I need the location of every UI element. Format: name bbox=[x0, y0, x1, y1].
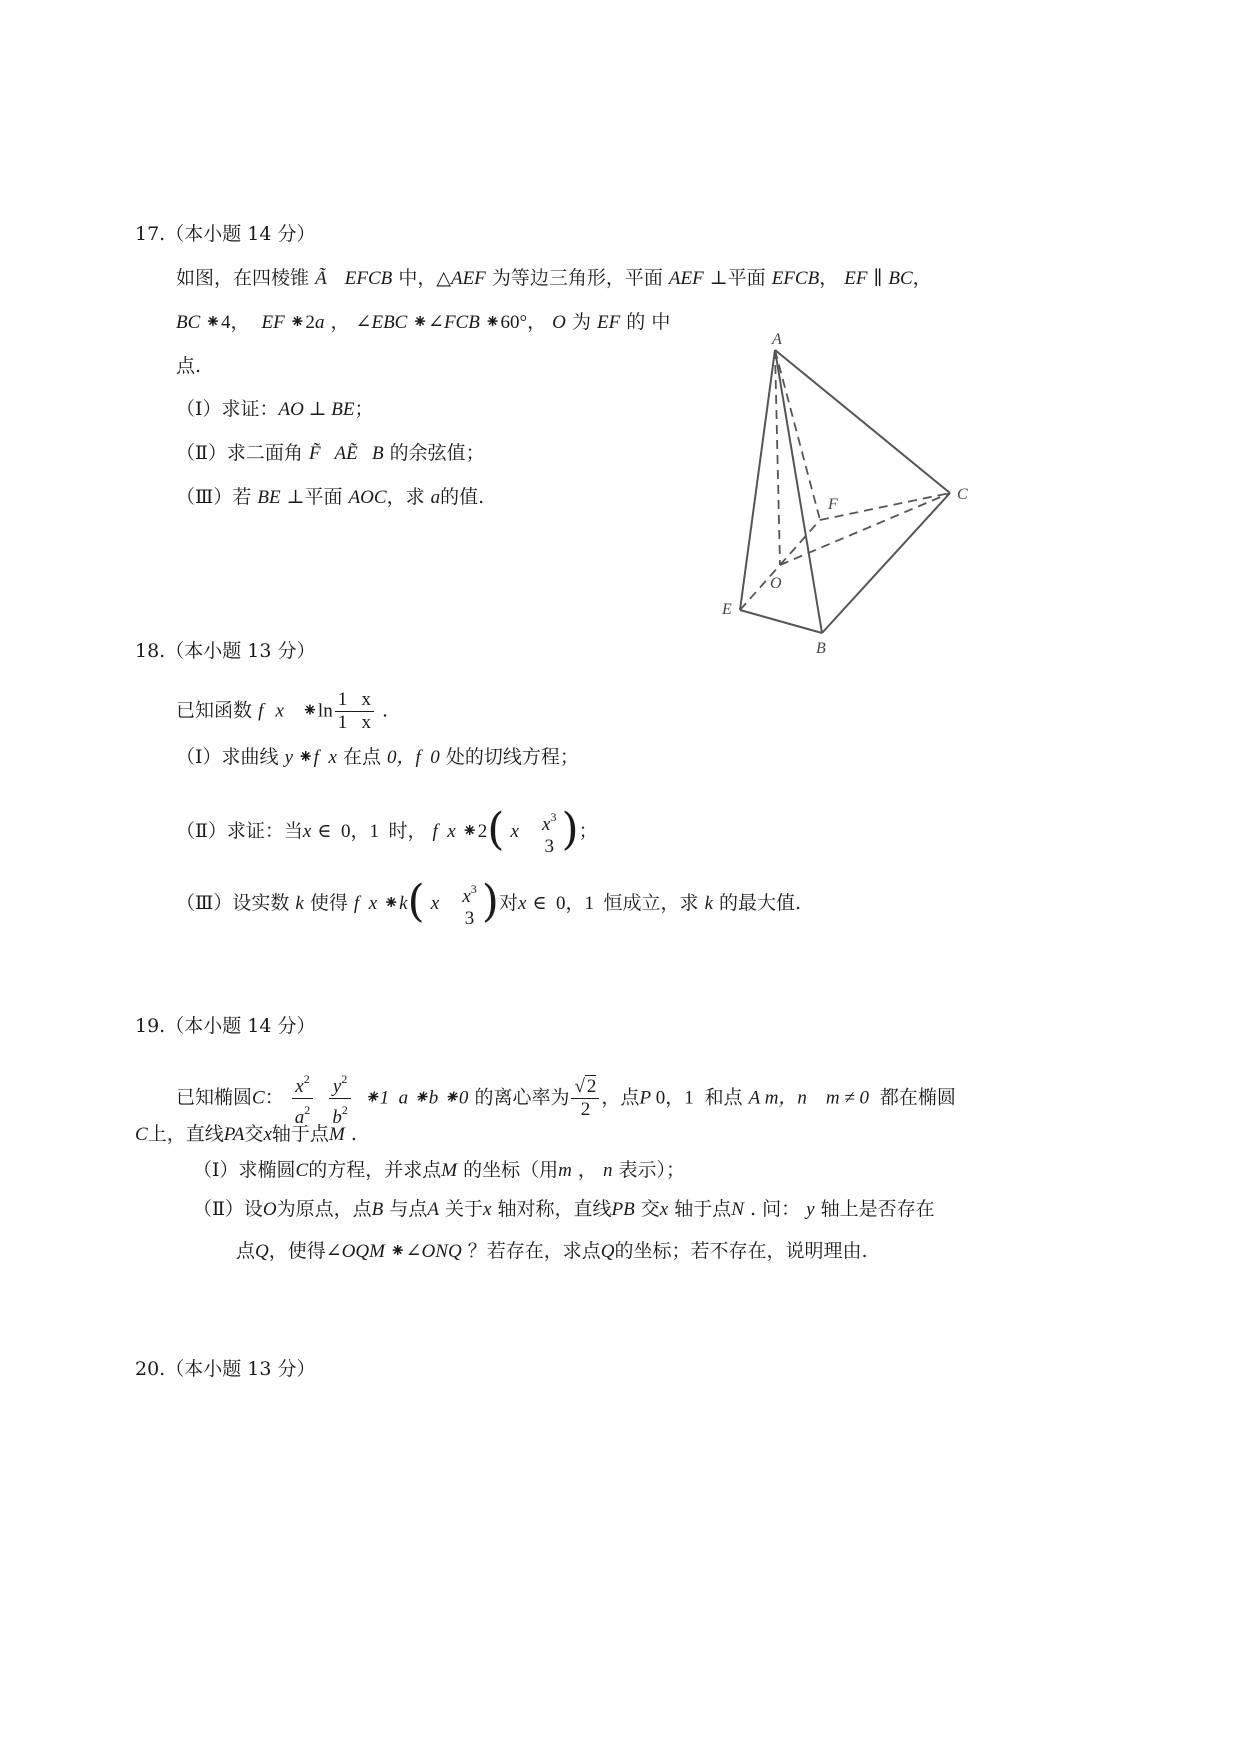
q19-y: y bbox=[806, 1199, 815, 1220]
q19-exp: 2 bbox=[341, 1072, 348, 1086]
q18-interval: ∈ 0，1 时， bbox=[317, 821, 427, 842]
q19-text: 交 bbox=[640, 1198, 660, 1220]
q19-text: 的坐标；若不存在，说明理由. bbox=[614, 1240, 868, 1262]
q18-x: x bbox=[302, 821, 312, 842]
q19-q: Q bbox=[600, 1241, 615, 1262]
q17-plane: AEF bbox=[668, 268, 704, 289]
q19-a: A bbox=[427, 1199, 439, 1220]
q17-be: BE bbox=[257, 487, 281, 508]
q19-fraction-y bbox=[329, 1068, 351, 1129]
label-e: E bbox=[722, 601, 732, 618]
q19-text: 轴上是否存在 bbox=[820, 1198, 935, 1220]
q17-text: ∥ bbox=[873, 267, 883, 289]
q19-exp: 2 bbox=[303, 1072, 310, 1086]
edge-bc bbox=[822, 493, 950, 633]
q19-x: x bbox=[483, 1199, 492, 1220]
label-c: C bbox=[957, 486, 968, 503]
q17-part-label: （Ⅰ）求证： bbox=[176, 398, 279, 420]
q18-frac-exp: 3 bbox=[550, 810, 557, 824]
q17-text: ，求 bbox=[386, 486, 425, 508]
q17-expr: F̃ AẼ B bbox=[308, 443, 384, 464]
q17-text: ⊥平面 bbox=[709, 267, 766, 289]
q18-header: 18.（本小题 13 分） bbox=[135, 640, 316, 662]
edge-ac bbox=[775, 350, 950, 493]
q19-text: 轴于点 bbox=[271, 1123, 329, 1145]
q18-text: 已知函数 bbox=[176, 699, 253, 722]
q17-bc: BC bbox=[176, 312, 201, 333]
q18-text: 对 bbox=[498, 892, 518, 914]
q18-x: x bbox=[275, 700, 284, 722]
q17-text: 的余弦值； bbox=[389, 442, 485, 464]
q18-fx: f x bbox=[313, 747, 337, 768]
q18-frac-num: 1 x bbox=[335, 689, 374, 712]
q17-plane: EFCB bbox=[771, 268, 820, 289]
q17-part3 bbox=[176, 485, 484, 510]
q17-text: 中，△ bbox=[398, 267, 451, 289]
q19-fraction-x bbox=[292, 1068, 314, 1129]
q19-var: a bbox=[294, 1107, 305, 1128]
q19-text: ？若存在，求点 bbox=[467, 1240, 601, 1262]
q19-coord: 0，1 bbox=[651, 1087, 699, 1109]
q18-frac-num bbox=[459, 878, 479, 908]
q17-text: ， bbox=[912, 267, 932, 289]
q17-angle: ∠FCB bbox=[428, 312, 480, 333]
q17-triangle: AEF bbox=[450, 268, 486, 289]
q18-k: k bbox=[399, 893, 408, 914]
q19-part2-cont bbox=[236, 1239, 868, 1264]
q18-part1 bbox=[176, 745, 579, 770]
edge-eb bbox=[740, 610, 822, 633]
q19-text: 表示）； bbox=[618, 1159, 686, 1181]
q17-ef: EF bbox=[261, 312, 285, 333]
q17-line3: 点. bbox=[176, 355, 202, 377]
q19-text: 的坐标（用 bbox=[463, 1159, 559, 1181]
q19-x: x bbox=[659, 1199, 669, 1220]
q18-left-paren: ( bbox=[487, 804, 505, 855]
q18-frac-var: x bbox=[542, 814, 551, 835]
q17-pyramid: EFCB bbox=[344, 268, 393, 289]
q19-exp: 2 bbox=[341, 1103, 348, 1117]
q18-y: y bbox=[284, 747, 293, 768]
q19-text: ，点 bbox=[601, 1086, 640, 1109]
q18-fraction bbox=[539, 806, 559, 858]
q17-segment: BC bbox=[888, 268, 913, 289]
q19-eccentricity bbox=[571, 1076, 599, 1121]
q17-angle: ∠EBC bbox=[355, 312, 408, 333]
q17-text: ， bbox=[819, 267, 839, 289]
edge-af bbox=[775, 350, 820, 520]
q19-text: 都在椭圆 bbox=[879, 1086, 956, 1109]
pyramid-figure-redraw bbox=[700, 320, 1000, 670]
q19-text: ，使得 bbox=[268, 1240, 326, 1262]
q17-text: 如图，在四棱锥 bbox=[176, 267, 310, 289]
q17-part-label: （Ⅲ）若 bbox=[176, 486, 252, 508]
q18-text: ； bbox=[578, 820, 598, 842]
q18-frac-den: 1 x bbox=[337, 712, 371, 733]
q19-sqrt-arg: 2 bbox=[586, 1076, 597, 1097]
q17-part1 bbox=[176, 397, 373, 422]
q17-aoc: AOC bbox=[348, 487, 387, 508]
q18-text: 使得 bbox=[309, 892, 348, 914]
q18-frac-exp: 3 bbox=[470, 882, 477, 896]
q17-o: O bbox=[552, 312, 566, 333]
q18-eq: ⁕2 bbox=[461, 821, 488, 842]
q19-text: 关于 bbox=[445, 1198, 484, 1220]
q19-part-label: （Ⅱ）设 bbox=[193, 1198, 263, 1220]
q18-right-paren: ) bbox=[561, 804, 579, 855]
q18-part-label: （Ⅲ）设实数 bbox=[176, 892, 290, 914]
q19-frac-num: √ 2 bbox=[571, 1076, 599, 1099]
edge-ae bbox=[740, 350, 775, 610]
q19-text: 点 bbox=[236, 1240, 256, 1262]
q19-text: . bbox=[350, 1123, 357, 1145]
label-o: O bbox=[770, 575, 782, 592]
q18-point: 0，f 0 bbox=[387, 747, 440, 768]
q18-x: x bbox=[510, 821, 519, 842]
q18-intro bbox=[176, 689, 388, 734]
q17-text: ⁕4， bbox=[200, 312, 250, 333]
q19-part-label: （Ⅰ）求椭圆 bbox=[193, 1159, 296, 1181]
q19-text: 的离心率为 bbox=[474, 1086, 570, 1109]
q19-header: 19.（本小题 14 分） bbox=[135, 1015, 316, 1037]
q19-text: 轴于点 bbox=[674, 1198, 732, 1220]
q19-part1 bbox=[193, 1158, 685, 1183]
q17-text: ， bbox=[330, 311, 350, 333]
q19-text: 和点 bbox=[704, 1086, 743, 1109]
q19-q: Q bbox=[255, 1241, 269, 1262]
q19-pa: PA bbox=[223, 1124, 245, 1145]
q19-text: 轴对称，直线 bbox=[497, 1198, 612, 1220]
q20-header: 20.（本小题 13 分） bbox=[135, 1358, 316, 1380]
q17-text: 为 bbox=[571, 311, 591, 333]
q17-text: ； bbox=[354, 398, 374, 420]
edge-ao bbox=[775, 350, 780, 565]
q17-part2 bbox=[176, 441, 485, 466]
q17-expr: AO ⊥ BE bbox=[278, 399, 355, 420]
label-a: A bbox=[772, 331, 782, 348]
q18-k: k bbox=[295, 893, 304, 914]
q18-part-label: （Ⅰ）求曲线 bbox=[176, 746, 279, 768]
q19-c: C bbox=[252, 1087, 265, 1109]
q19-text: 的方程，并求点 bbox=[308, 1159, 442, 1181]
q18-part3 bbox=[176, 878, 801, 930]
q17-conditions bbox=[176, 310, 670, 335]
q19-text: 上，直线 bbox=[147, 1123, 224, 1145]
q17-text: 的值. bbox=[440, 486, 485, 508]
q19-o: O bbox=[262, 1199, 277, 1220]
q18-x: x bbox=[430, 893, 440, 914]
label-f: F bbox=[828, 496, 838, 513]
q19-exp: 2 bbox=[304, 1103, 311, 1117]
q18-fx: f x bbox=[353, 893, 378, 914]
q18-f: f bbox=[258, 700, 264, 722]
q18-eq: ⁕ln bbox=[302, 700, 333, 722]
q19-frac-num bbox=[292, 1068, 314, 1099]
edge-ab bbox=[775, 350, 822, 633]
q18-text: 在点 bbox=[342, 746, 381, 768]
q17-a: a bbox=[314, 312, 325, 333]
q17-text: ⁕ bbox=[407, 312, 429, 333]
q18-left-paren: ( bbox=[407, 876, 425, 927]
q19-line2 bbox=[135, 1122, 357, 1147]
q18-frac-num bbox=[539, 806, 559, 836]
q19-eq: ⁕ bbox=[384, 1241, 406, 1262]
q18-interval: ∈ 0，1 恒成立，求 bbox=[532, 893, 699, 914]
q19-text: . 问： bbox=[750, 1198, 801, 1220]
q19-condition: ⁕1 a ⁕b ⁕0 bbox=[358, 1087, 469, 1109]
q17-header: 17.（本小题 14 分） bbox=[135, 223, 316, 245]
q18-k: k bbox=[704, 893, 713, 914]
q19-text: 与点 bbox=[389, 1198, 428, 1220]
q18-text: 的最大值. bbox=[719, 892, 802, 914]
q18-text: . bbox=[382, 699, 389, 722]
q19-m: m bbox=[558, 1160, 572, 1181]
q19-a: A bbox=[748, 1087, 760, 1109]
q19-text: ： bbox=[264, 1086, 284, 1109]
q18-eq: ⁕ bbox=[383, 893, 400, 914]
q17-text: 为等边三角形，平面 bbox=[491, 267, 663, 289]
q17-a: a bbox=[430, 487, 441, 508]
q17-apex: Ã bbox=[315, 268, 327, 289]
label-b: B bbox=[816, 640, 826, 657]
q19-frac-den: 2 bbox=[580, 1099, 591, 1120]
q19-part2 bbox=[193, 1197, 935, 1222]
q19-b: B bbox=[371, 1199, 384, 1220]
q18-x: x bbox=[517, 893, 527, 914]
q19-var: y bbox=[332, 1076, 342, 1097]
q19-angle: ∠ONQ bbox=[405, 1241, 462, 1262]
q19-n: n bbox=[602, 1160, 613, 1181]
q19-var: b bbox=[332, 1107, 342, 1128]
q19-x: x bbox=[263, 1124, 272, 1145]
q18-text: 处的切线方程； bbox=[445, 746, 579, 768]
q19-m: M bbox=[441, 1160, 458, 1181]
q18-frac-var: x bbox=[462, 886, 471, 907]
q19-coord: m，n m ≠ 0 bbox=[759, 1087, 874, 1109]
q19-pb: PB bbox=[611, 1199, 635, 1220]
q18-eq: ⁕ bbox=[293, 747, 314, 768]
q17-text: ⁕2 bbox=[284, 312, 315, 333]
q19-text: 为原点，点 bbox=[276, 1198, 372, 1220]
q19-m: M bbox=[328, 1124, 345, 1145]
edge-fc bbox=[820, 493, 950, 520]
q17-part-label: （Ⅱ）求二面角 bbox=[176, 442, 303, 464]
q19-frac-num bbox=[329, 1068, 351, 1099]
q18-right-paren: ) bbox=[481, 876, 499, 927]
q17-text: ⊥平面 bbox=[286, 486, 343, 508]
q18-fx: f x bbox=[432, 821, 456, 842]
q18-part-label: （Ⅱ）求证：当 bbox=[176, 820, 303, 842]
q19-intro bbox=[176, 1068, 956, 1129]
q19-p: P bbox=[639, 1087, 652, 1109]
q17-intro bbox=[176, 266, 932, 291]
q18-part2 bbox=[176, 806, 598, 858]
q18-frac-den: 3 bbox=[544, 836, 554, 857]
q19-text: 已知椭圆 bbox=[176, 1086, 253, 1109]
q18-fraction bbox=[459, 878, 479, 930]
q19-var: x bbox=[295, 1076, 304, 1097]
q19-c: C bbox=[135, 1124, 148, 1145]
q17-ef: EF bbox=[597, 312, 621, 333]
q19-n: N bbox=[731, 1199, 744, 1220]
q18-frac-den: 3 bbox=[464, 908, 475, 929]
q19-text: 交 bbox=[244, 1123, 264, 1145]
q17-text: ⁕60°， bbox=[479, 312, 547, 333]
q18-fraction bbox=[335, 689, 374, 734]
q19-c: C bbox=[295, 1160, 309, 1181]
q19-angle: ∠OQM bbox=[325, 1241, 385, 1262]
q17-text: 的 中 bbox=[626, 311, 671, 333]
q17-segment: EF bbox=[844, 268, 868, 289]
q19-text: ， bbox=[577, 1159, 597, 1181]
